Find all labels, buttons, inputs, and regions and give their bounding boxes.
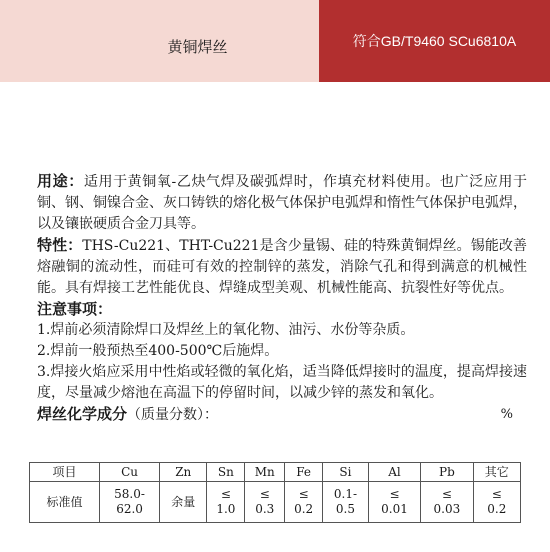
content: [37, 171, 527, 426]
composition-table: [29, 462, 521, 523]
usage-text: 适用于黄铜氧-乙炔气焊及碳弧焊时，作填充材料使用。也广泛应用于铜、钢、铜镍合金、灰口铸铁的熔化极气体保护电弧焊和惰性气体保护电弧焊，以及镶嵌硬质合金刀具等。: [37, 174, 527, 232]
standard-text: 符合GB/T9460 SCu6810A: [352, 33, 517, 49]
table-cell: ≤ 0.2: [285, 482, 323, 523]
composition-unit: %: [500, 407, 513, 422]
usage-label: 用途：: [37, 172, 84, 190]
table-row: [30, 482, 521, 523]
table-cell: 标准值: [30, 482, 100, 523]
table-header-cell: Fe: [285, 463, 323, 482]
table-header-cell: Sn: [207, 463, 245, 482]
composition-title: 焊丝化学成分: [37, 405, 128, 423]
features-text: THS-Cu221、THT-Cu221是含少量锡、硅的特殊黄铜焊丝。锡能改善熔融铜的流动性，而硅可有效的控制锌的蒸发，消除气孔和得到满意的机械性能。具有焊接工艺性能优良、焊缝成型美观、机械性能高、抗裂性好等优点。: [37, 238, 527, 296]
notes-title: 注意事项：: [37, 300, 113, 318]
note-item: 1.焊前必须清除焊口及焊丝上的氧化物、油污、水份等杂质。: [37, 322, 415, 338]
table-cell: 余量: [160, 482, 207, 523]
table-header-cell: Mn: [245, 463, 285, 482]
standard-badge: [319, 0, 550, 82]
table-cell: 0.1- 0.5: [323, 482, 369, 523]
table-cell: ≤ 0.03: [421, 482, 473, 523]
note-item: 3.焊接火焰应采用中性焰或轻微的氧化焰，适当降低焊接时的温度，提高焊接速度，尽量减少熔池在高温下的停留时间，以减少锌的蒸发和氧化。: [37, 364, 527, 401]
table-header-cell: Cu: [100, 463, 160, 482]
composition-subtitle: （质量分数）：: [127, 407, 219, 423]
note-item: 2.焊前一般预热至400-500℃后施焊。: [37, 343, 279, 359]
table-header-cell: Si: [323, 463, 369, 482]
table-cell: ≤ 0.2: [473, 482, 520, 523]
table-header-cell: 项目: [30, 463, 100, 482]
table-header-cell: Zn: [160, 463, 207, 482]
features-label: 特性：: [37, 236, 83, 254]
table-header-cell: Pb: [421, 463, 473, 482]
table-cell: ≤ 1.0: [207, 482, 245, 523]
table-cell: ≤ 0.01: [368, 482, 420, 523]
table-cell: 58.0- 62.0: [100, 482, 160, 523]
usage-paragraph: [37, 171, 527, 235]
table-header-row: [30, 463, 521, 482]
composition-caption: [37, 404, 527, 426]
table-cell: ≤ 0.3: [245, 482, 285, 523]
features-paragraph: [37, 235, 527, 299]
table-header-cell: Al: [368, 463, 420, 482]
product-title: 黄铜焊丝: [167, 38, 228, 56]
table-header-cell: 其它: [473, 463, 520, 482]
